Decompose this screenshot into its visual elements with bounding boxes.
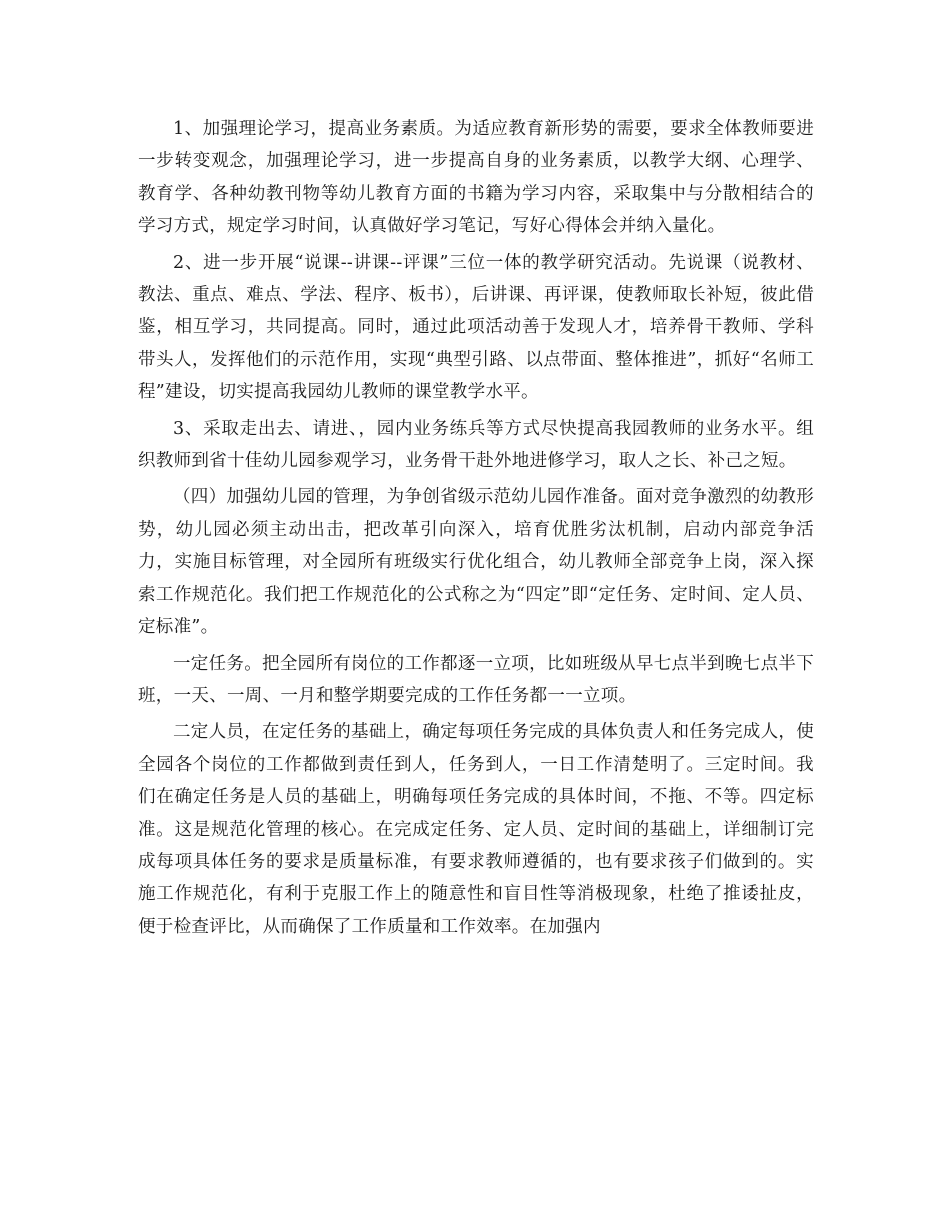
paragraph-theory-study: 1、加强理论学习，提高业务素质。为适应教育新形势的需要，要求全体教师要进一步转变观念，加强理论学习，进一步提高自身的业务素质，以教学大纲、心理学、教育学、各种幼教刊物等幼儿教育方面的书籍为学习内容，采取集中与分散相结合的学习方式，规定学习时间，认真做好学习笔记，写好心得体会并纳入量化。: [138, 119, 814, 237]
paragraph-go-out-invite-in: 3、采取走出去、请进、，园内业务练兵等方式尽快提高我园教师的业务水平。组织教师到省十佳幼儿园参观学习，业务骨干赴外地进修学习，取人之长、补己之短。: [138, 418, 814, 472]
document-body: [138, 113, 814, 943]
paragraph-define-tasks: 一定任务。把全园所有岗位的工作都逐一立项，比如班级从早七点半到晚七点半下班，一天、一周、一月和整学期要完成的工作任务都一一立项。: [138, 653, 814, 706]
paragraph-lesson-research: 2、进一步开展“说课--讲课--评课”三位一体的教学研究活动。先说课（说教材、教法、重点、难点、学法、程序、板书），后讲课、再评课，使教师取长补短，彼此借鉴，相互学习，共同提高。同时，通过此项活动善于发现人才，培养骨干教师、学科带头人，发挥他们的示范作用，实现“典型引路、以点带面、整体推进”，抓好“名师工程”建设，切实提高我园幼儿教师的课堂教学水平。: [138, 252, 814, 403]
paragraph-kindergarten-management: （四）加强幼儿园的管理，为争创省级示范幼儿园作准备。面对竞争激烈的幼教形势，幼儿园必须主动出击，把改革引向深入，培育优胜劣汰机制，启动内部竞争活力，实施目标管理，对全园所有班级实行优化组合，幼儿教师全部竞争上岗，深入探索工作规范化。我们把工作规范化的公式称之为“四定”即“定任务、定时间、定人员、定标准”。: [138, 487, 814, 638]
paragraph-define-personnel-time-standard: 二定人员，在定任务的基础上，确定每项任务完成的具体负责人和任务完成人，使全园各个岗位的工作都做到责任到人，任务到人，一日工作清楚明了。三定时间。我们在确定任务是人员的基础上，明确每项任务完成的具体时间，不拖、不等。四定标准。这是规范化管理的核心。在完成定任务、定人员、定时间的基础上，详细制订完成每项具体任务的要求是质量标准，有要求教师遵循的，也有要求孩子们做到的。实施工作规范化，有利于克服工作上的随意性和盲目性等消极现象，杜绝了推诿扯皮，便于检查评比，从而确保了工作质量和工作效率。在加强内: [138, 722, 814, 937]
